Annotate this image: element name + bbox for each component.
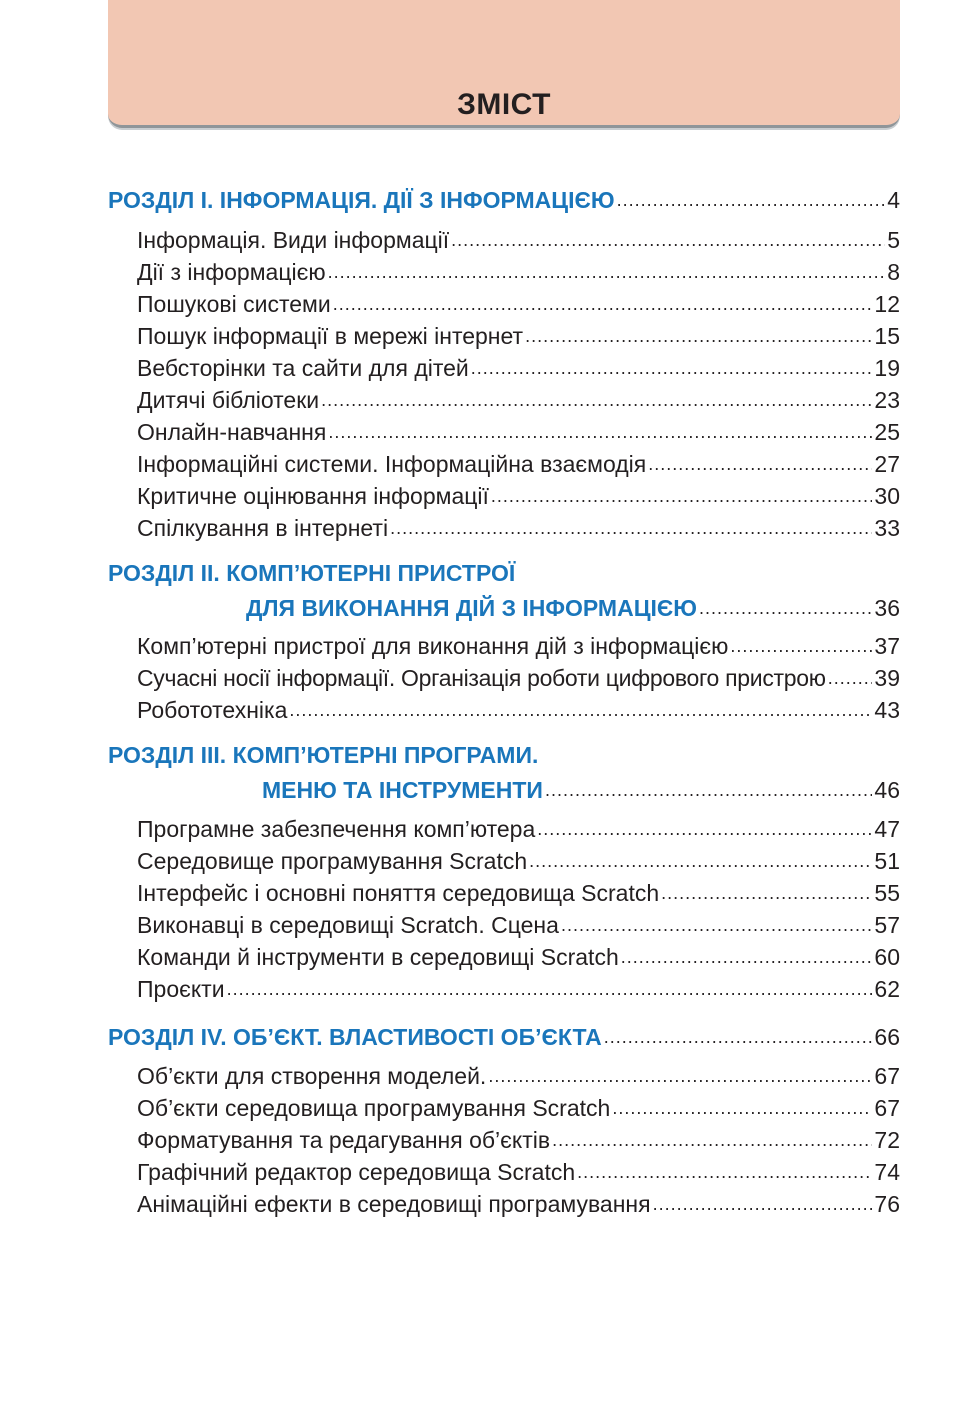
item-title: Об’єкти для створення моделей. (108, 1063, 486, 1090)
item-title: Форматування та редагування об’єктів (108, 1127, 550, 1154)
dot-leader (488, 1066, 872, 1090)
toc-item[interactable] (108, 1154, 900, 1186)
toc-item[interactable] (108, 222, 900, 254)
dot-leader (451, 230, 885, 254)
item-title: Графічний редактор середовища Scratch (108, 1159, 575, 1186)
toc-item[interactable] (108, 811, 900, 843)
toc-item[interactable] (108, 692, 900, 724)
page-number: 23 (874, 387, 900, 413)
item-title: Спілкування в інтернеті (108, 515, 388, 542)
page-number: 72 (874, 1127, 900, 1153)
page-number: 43 (874, 697, 900, 723)
toc-item[interactable] (108, 350, 900, 382)
page-number: 60 (874, 944, 900, 970)
section-title-line2: МЕНЮ ТА ІНСТРУМЕНТИ (108, 777, 543, 804)
toc-item[interactable] (108, 939, 900, 971)
page-number: 15 (874, 323, 900, 349)
page-number: 19 (874, 355, 900, 381)
toc-item[interactable] (108, 382, 900, 414)
toc-item[interactable] (108, 907, 900, 939)
dot-leader (537, 819, 872, 843)
dot-leader (529, 851, 872, 875)
page-number: 76 (874, 1191, 900, 1217)
toc-item[interactable] (108, 446, 900, 478)
dot-leader (545, 780, 872, 804)
dot-leader (328, 422, 872, 446)
dot-leader (612, 1098, 872, 1122)
toc-section-1[interactable] (108, 182, 900, 214)
item-title: Дії з інформацією (108, 259, 326, 286)
dot-leader (661, 883, 872, 907)
dot-leader (730, 636, 872, 660)
toc-item[interactable] (108, 510, 900, 542)
page-number: 4 (887, 187, 900, 213)
item-title: Середовище програмування Scratch (108, 848, 527, 875)
toc-section-3[interactable] (108, 772, 900, 804)
page-number: 66 (874, 1024, 900, 1050)
section-title-line1: РОЗДІЛ ІІІ. КОМП’ЮТЕРНІ ПРОГРАМИ. (108, 742, 539, 768)
page-number: 67 (874, 1063, 900, 1089)
item-title: Критичне оцінювання інформації (108, 483, 489, 510)
dot-leader (552, 1130, 872, 1154)
toc-item[interactable] (108, 628, 900, 660)
toc-item[interactable] (108, 843, 900, 875)
toc-item[interactable] (108, 318, 900, 350)
dot-leader (525, 326, 872, 350)
item-title: Інтерфейс і основні поняття середовища Scratch (108, 880, 659, 907)
dot-leader (577, 1162, 872, 1186)
page-number: 67 (874, 1095, 900, 1121)
toc-item[interactable] (108, 286, 900, 318)
page-number: 27 (874, 451, 900, 477)
dot-leader (653, 1194, 873, 1218)
item-title: Анімаційні ефекти в середовищі програмування (108, 1191, 651, 1218)
page-number: 30 (874, 483, 900, 509)
item-title: Онлайн-навчання (108, 419, 326, 446)
toc-item[interactable] (108, 478, 900, 510)
item-title: Дитячі бібліотеки (108, 387, 319, 414)
dot-leader (617, 190, 886, 214)
item-title: Робототехніка (108, 697, 287, 724)
dot-leader (621, 947, 873, 971)
toc-section-4[interactable] (108, 1019, 900, 1051)
dot-leader (333, 294, 873, 318)
item-title: Пошукові системи (108, 291, 331, 318)
dot-leader (227, 979, 873, 1003)
toc-item[interactable] (108, 1058, 900, 1090)
page-number: 37 (874, 633, 900, 659)
page-number: 5 (887, 227, 900, 253)
dot-leader (321, 390, 872, 414)
page-title: ЗМІСТ (457, 88, 551, 121)
item-title: Пошук інформації в мережі інтернет (108, 323, 523, 350)
item-title: Об’єкти середовища програмування Scratch (108, 1095, 610, 1122)
dot-leader (328, 262, 886, 286)
page-number: 36 (874, 595, 900, 621)
toc-item[interactable] (108, 875, 900, 907)
dot-leader (289, 700, 872, 724)
item-title: Комп’ютерні пристрої для виконання дій з інформацією (108, 633, 728, 660)
dot-leader (648, 454, 872, 478)
page-number: 62 (874, 976, 900, 1002)
item-title: Інформаційні системи. Інформаційна взаємодія (108, 451, 646, 478)
item-title: Виконавці в середовищі Scratch. Сцена (108, 912, 559, 939)
dot-leader (561, 915, 872, 939)
page-number: 46 (874, 777, 900, 803)
page-number: 39 (874, 665, 900, 691)
toc-section-2[interactable] (108, 590, 900, 622)
section-title: РОЗДІЛ І. ІНФОРМАЦІЯ. ДІЇ З ІНФОРМАЦІЄЮ (108, 187, 615, 213)
page-number: 12 (874, 291, 900, 317)
page-number: 57 (874, 912, 900, 938)
item-title: Сучасні носії інформації. Організація роботи цифрового пристрою (108, 665, 826, 692)
item-title: Проєкти (108, 976, 225, 1003)
page-number: 47 (874, 816, 900, 842)
section-title-line1: РОЗДІЛ ІІ. КОМП’ЮТЕРНІ ПРИСТРОЇ (108, 560, 516, 586)
section-title-line2: ДЛЯ ВИКОНАННЯ ДІЙ З ІНФОРМАЦІЄЮ (108, 595, 697, 622)
page-number: 33 (874, 515, 900, 541)
dot-leader (699, 598, 872, 622)
toc-item[interactable] (108, 1186, 900, 1218)
item-title: Програмне забезпечення комп’ютера (108, 816, 535, 843)
dot-leader (390, 518, 872, 542)
page-number: 8 (887, 259, 900, 285)
dot-leader (491, 486, 872, 510)
toc-item[interactable] (108, 254, 900, 286)
toc-item[interactable] (108, 1122, 900, 1154)
dot-leader (604, 1027, 873, 1051)
header-band (108, 0, 900, 128)
dot-leader (471, 358, 873, 382)
page-number: 74 (874, 1159, 900, 1185)
toc-item[interactable] (108, 1090, 900, 1122)
item-title: Вебсторінки та сайти для дітей (108, 355, 469, 382)
toc-item[interactable] (108, 660, 900, 692)
toc-item[interactable] (108, 414, 900, 446)
dot-leader (828, 668, 873, 692)
page-number: 25 (874, 419, 900, 445)
item-title: Інформація. Види інформації (108, 227, 449, 254)
page-number: 55 (874, 880, 900, 906)
page-number: 51 (874, 848, 900, 874)
section-title: РОЗДІЛ ІV. ОБ’ЄКТ. ВЛАСТИВОСТІ ОБ’ЄКТА (108, 1024, 602, 1050)
toc-item[interactable] (108, 971, 900, 1003)
item-title: Команди й інструменти в середовищі Scratch (108, 944, 619, 971)
